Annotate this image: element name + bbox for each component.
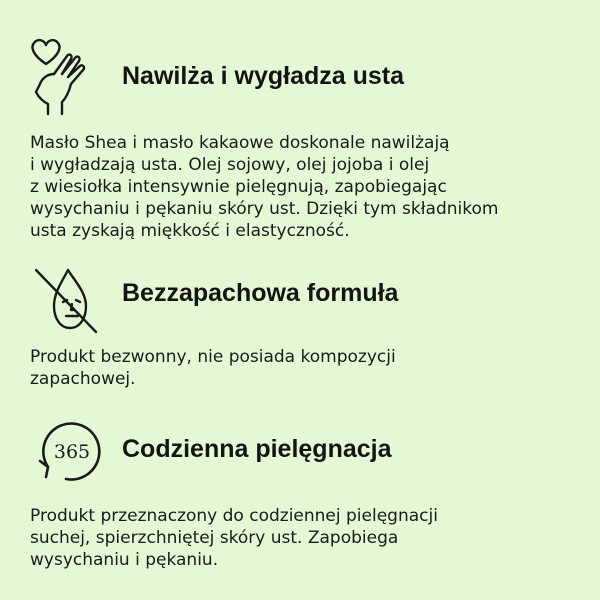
icon-365-label: 365 <box>53 441 91 463</box>
section-title-fragrance-free: Bezzapachowa formuła <box>122 279 399 307</box>
section-text-moisturizes <box>30 132 498 242</box>
hand-heart-icon <box>26 34 96 116</box>
section-text-daily-care <box>30 505 438 571</box>
text-line: z wiesiołka intensywnie pielęgnują, zapobiegając <box>30 177 447 197</box>
text-line: Produkt bezwonny, nie posiada kompozycji <box>30 347 396 367</box>
text-line: i wygładzają usta. Olej sojowy, olej jojoba i olej <box>30 155 430 175</box>
daily-365-icon <box>36 415 108 491</box>
text-line: wysychaniu i pękaniu skóry ust. Dzięki tym składnikom <box>30 199 499 219</box>
text-line: Produkt przeznaczony do codziennej pielęgnacji <box>30 506 438 526</box>
text-line: zapachowej. <box>30 369 136 389</box>
text-line: Masło Shea i masło kakaowe doskonale nawilżają <box>30 133 450 153</box>
fragrance-free-icon <box>30 264 102 338</box>
section-text-fragrance-free <box>30 346 396 390</box>
section-title-moisturizes: Nawilża i wygładza usta <box>122 62 405 90</box>
text-line: usta zyskają miękkość i elastyczność. <box>30 221 350 241</box>
section-title-daily-care: Codzienna pielęgnacja <box>122 435 392 463</box>
text-line: wysychaniu i pękaniu. <box>30 550 219 570</box>
text-line: suchej, spierzchniętej skóry ust. Zapobiega <box>30 528 399 548</box>
